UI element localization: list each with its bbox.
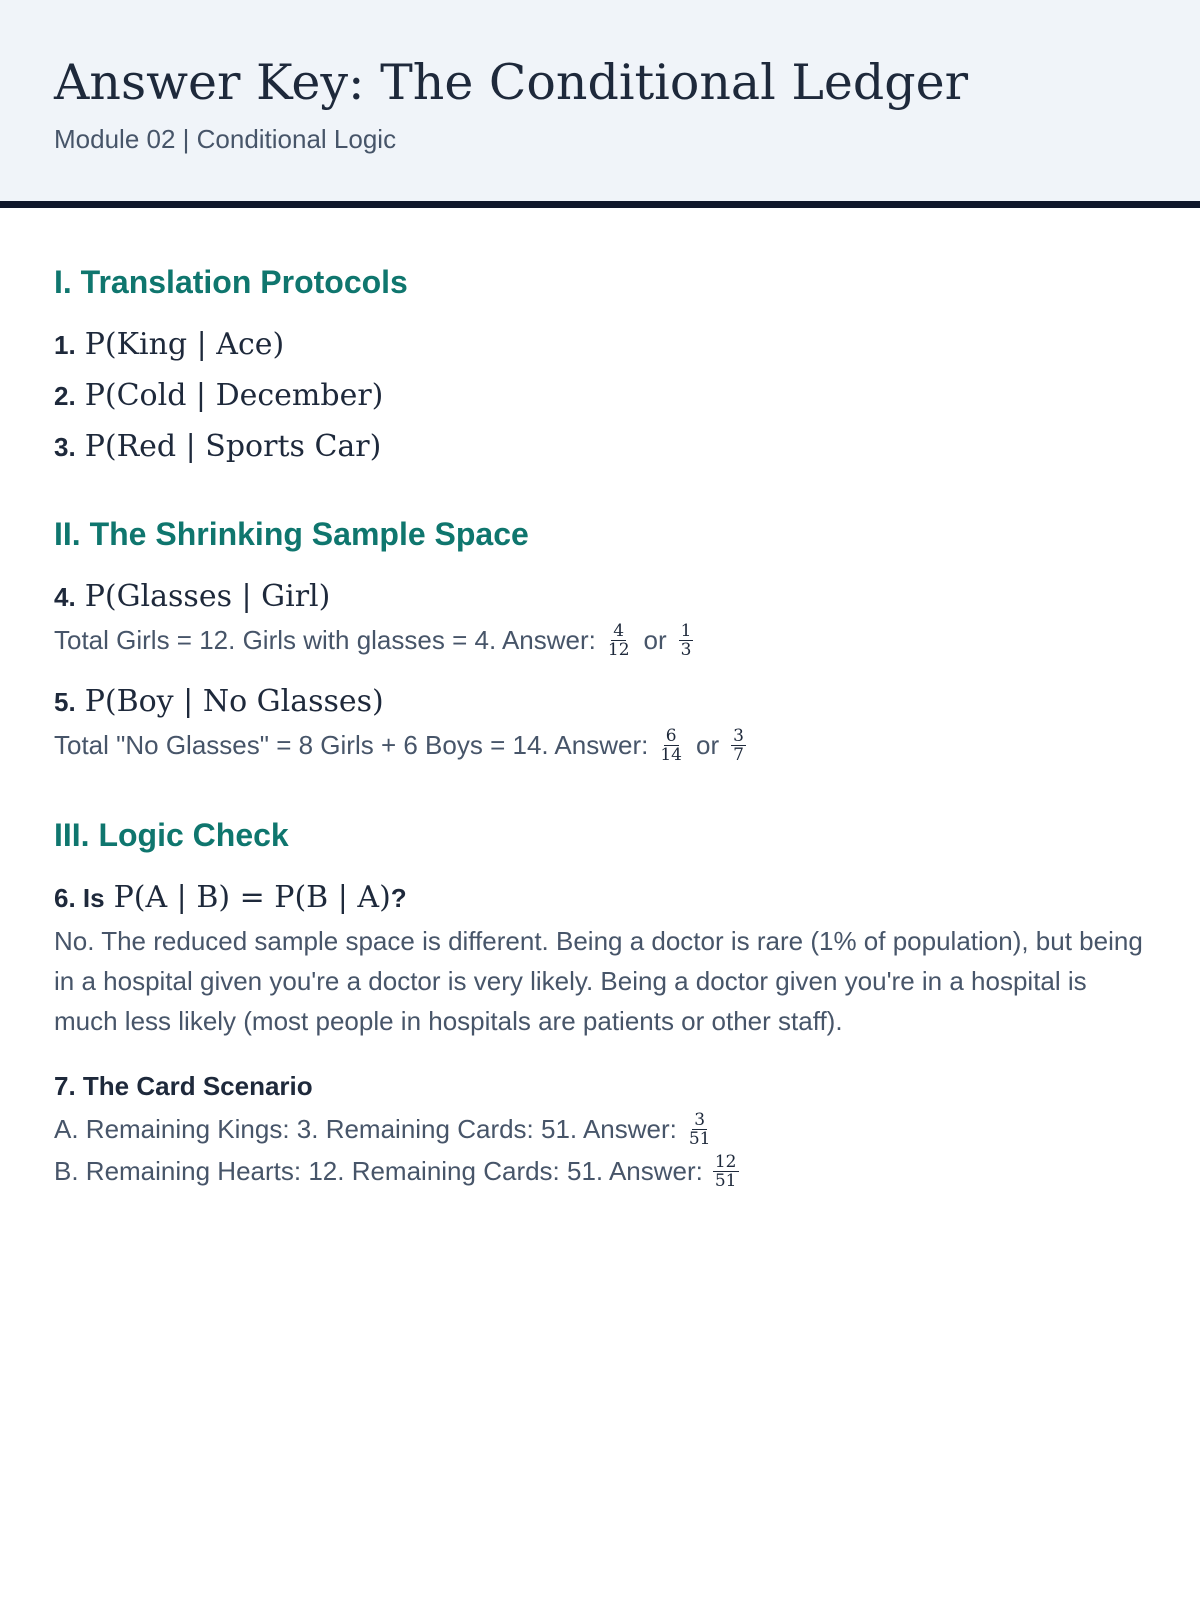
section-title: I. Translation Protocols	[54, 264, 408, 300]
math-expression: P(A | B) = P(B | A)	[113, 880, 391, 915]
numerator: 3	[733, 725, 744, 746]
math-expression: P(Boy | No Glasses)	[84, 684, 384, 719]
answer-text: B. Remaining Hearts: 12. Remaining Cards: 51. Answer:	[54, 1156, 703, 1186]
answer-text: A. Remaining Kings: 3. Remaining Cards: 51. Answer:	[54, 1114, 677, 1144]
item-number: 3.	[54, 432, 76, 462]
card-scenario-title: 7. The Card Scenario	[54, 1071, 313, 1101]
page-subtitle: Module 02 | Conditional Logic	[54, 123, 397, 154]
explanation-text: Total Girls = 12. Girls with glasses = 4. Answer:	[54, 625, 596, 655]
denominator: 7	[733, 744, 744, 765]
answer-item-2	[54, 378, 1146, 413]
answer-b	[54, 1150, 1146, 1192]
numerator: 12	[714, 1151, 737, 1172]
denominator: 14	[660, 744, 682, 765]
section-title: III. Logic Check	[54, 817, 289, 853]
fraction	[658, 727, 684, 764]
denominator: 51	[714, 1170, 737, 1191]
fraction	[687, 1111, 713, 1148]
section-translation	[54, 264, 1146, 464]
numerator: 3	[694, 1109, 706, 1130]
answer-content	[0, 208, 1200, 1192]
numerator: 4	[613, 620, 625, 641]
fraction	[679, 622, 694, 659]
item-number: 4.	[54, 582, 76, 612]
answer-a	[54, 1108, 1146, 1150]
math-expression: P(King | Ace)	[84, 327, 285, 362]
explanation	[54, 725, 1146, 765]
answer-item-5	[54, 684, 1146, 765]
answer-item-1	[54, 327, 1146, 362]
numerator: 6	[665, 725, 677, 746]
answer-item-3	[54, 429, 1146, 464]
or-word: or	[695, 730, 720, 760]
denominator: 12	[607, 639, 630, 660]
section-title: II. The Shrinking Sample Space	[54, 516, 529, 552]
item-number: 1.	[54, 330, 76, 360]
item-number: 5.	[54, 687, 76, 717]
fraction	[731, 727, 746, 764]
section-sample-space	[54, 516, 1146, 765]
math-expression: P(Glasses | Girl)	[84, 579, 331, 614]
section-logic-check	[54, 817, 1146, 1192]
explanation-text: Total "No Glasses" = 8 Girls + 6 Boys = 14. Answer:	[54, 730, 649, 760]
page-title: Answer Key: The Conditional Ledger	[54, 54, 969, 111]
answer-item-6	[54, 880, 1146, 915]
item-number: 2.	[54, 381, 76, 411]
math-expression: P(Cold | December)	[84, 378, 384, 413]
item-label: 6. Is	[54, 883, 105, 913]
fraction	[713, 1153, 739, 1190]
numerator: 1	[680, 620, 692, 641]
or-word: or	[643, 625, 667, 655]
answer-item-4	[54, 579, 1146, 660]
page-header	[0, 0, 1200, 208]
denominator: 51	[688, 1128, 711, 1149]
denominator: 3	[680, 639, 692, 660]
explanation	[54, 620, 1146, 660]
math-expression: P(Red | Sports Car)	[84, 429, 382, 464]
explanation-paragraph: No. The reduced sample space is different. Being a doctor is rare (1% of population), but being in a hospital given you're a doctor is very likely. Being a doctor given you're in a hospital is much less likely (most people in hospitals are patients or other staff).	[54, 926, 1143, 1036]
fraction	[606, 622, 632, 659]
question-mark: ?	[390, 883, 407, 913]
